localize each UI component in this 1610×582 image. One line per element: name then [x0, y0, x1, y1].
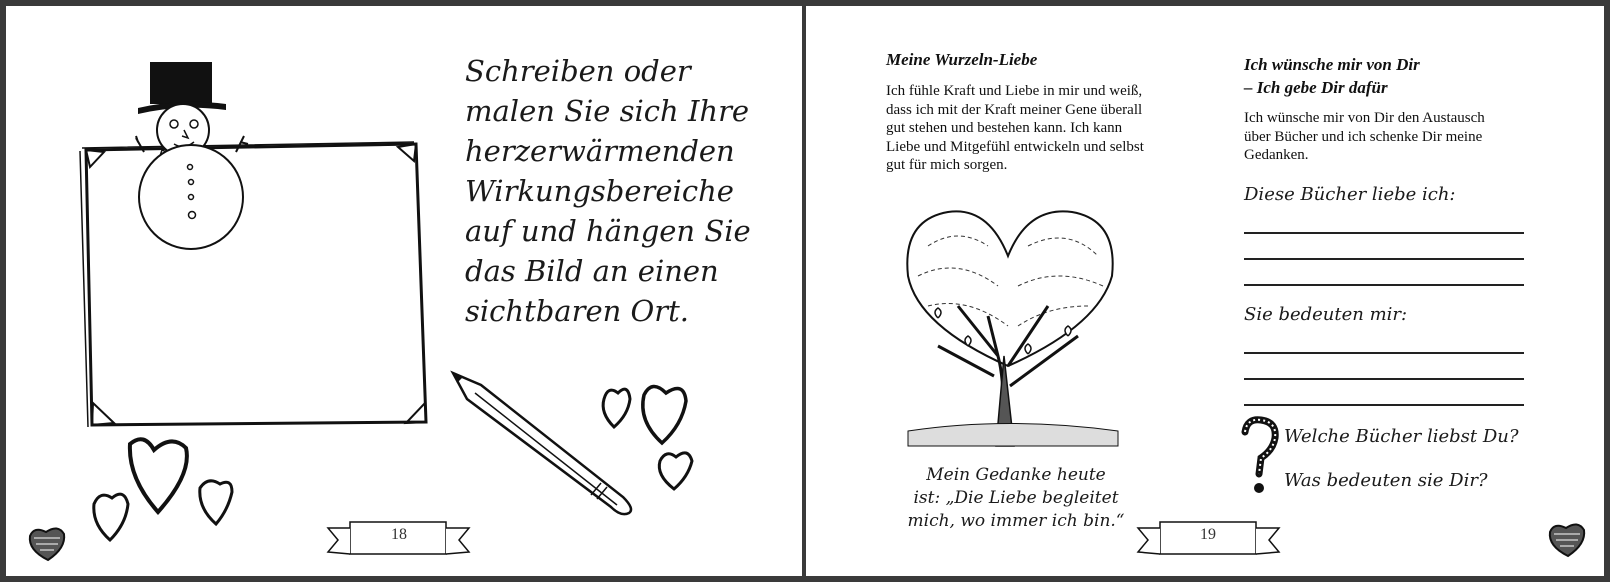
question: Was bedeuten sie Dir? — [1284, 470, 1488, 491]
write-line[interactable] — [1244, 206, 1524, 234]
prompt-label: Diese Bücher liebe ich: — [1244, 184, 1456, 205]
prompt-label: Sie bedeuten mir: — [1244, 304, 1408, 325]
heart-icon — [594, 381, 714, 496]
section-heading: Ich wünsche mir von Dir – Ich gebe Dir dafür — [1244, 55, 1420, 97]
heart-icon — [88, 434, 248, 554]
right-page — [806, 6, 1604, 576]
write-line[interactable] — [1244, 352, 1524, 380]
heart-icon — [26, 526, 70, 562]
caption: Mein Gedanke heute ist: „Die Liebe begleitet mich, wo immer ich bin.“ — [907, 465, 1125, 531]
write-line[interactable] — [1244, 258, 1524, 286]
write-line[interactable] — [1244, 378, 1524, 406]
page-number: 19 — [1200, 526, 1216, 543]
snowman-icon — [136, 52, 256, 242]
write-line[interactable] — [1244, 232, 1524, 260]
heart-tree-icon — [898, 206, 1128, 461]
left-page — [6, 6, 802, 576]
heart-icon — [1546, 522, 1590, 558]
page-number: 18 — [391, 526, 407, 543]
drawing-prompt: Schreiben oder malen Sie sich Ihre herzerwärmenden Wirkungsbereiche auf und hängen Sie das Bild an einen sichtbaren Ort. — [465, 54, 751, 328]
question-mark-icon — [1241, 418, 1279, 498]
section-paragraph: Ich wünsche mir von Dir den Austausch über Bücher und ich schenke Dir meine Gedanken. — [1244, 110, 1485, 163]
write-line[interactable] — [1244, 326, 1524, 354]
photo-frame-icon — [76, 141, 436, 431]
section-paragraph: Ich fühle Kraft und Liebe in mir und weiß, dass ich mit der Kraft meiner Gene überall gut stehen und bestehen kann. Ich kann Liebe und Mitgefühl entwickeln und selbst gut für mich sorgen. — [886, 83, 1144, 173]
section-heading: Meine Wurzeln-Liebe — [886, 50, 1038, 69]
question: Welche Bücher liebst Du? — [1284, 426, 1519, 447]
